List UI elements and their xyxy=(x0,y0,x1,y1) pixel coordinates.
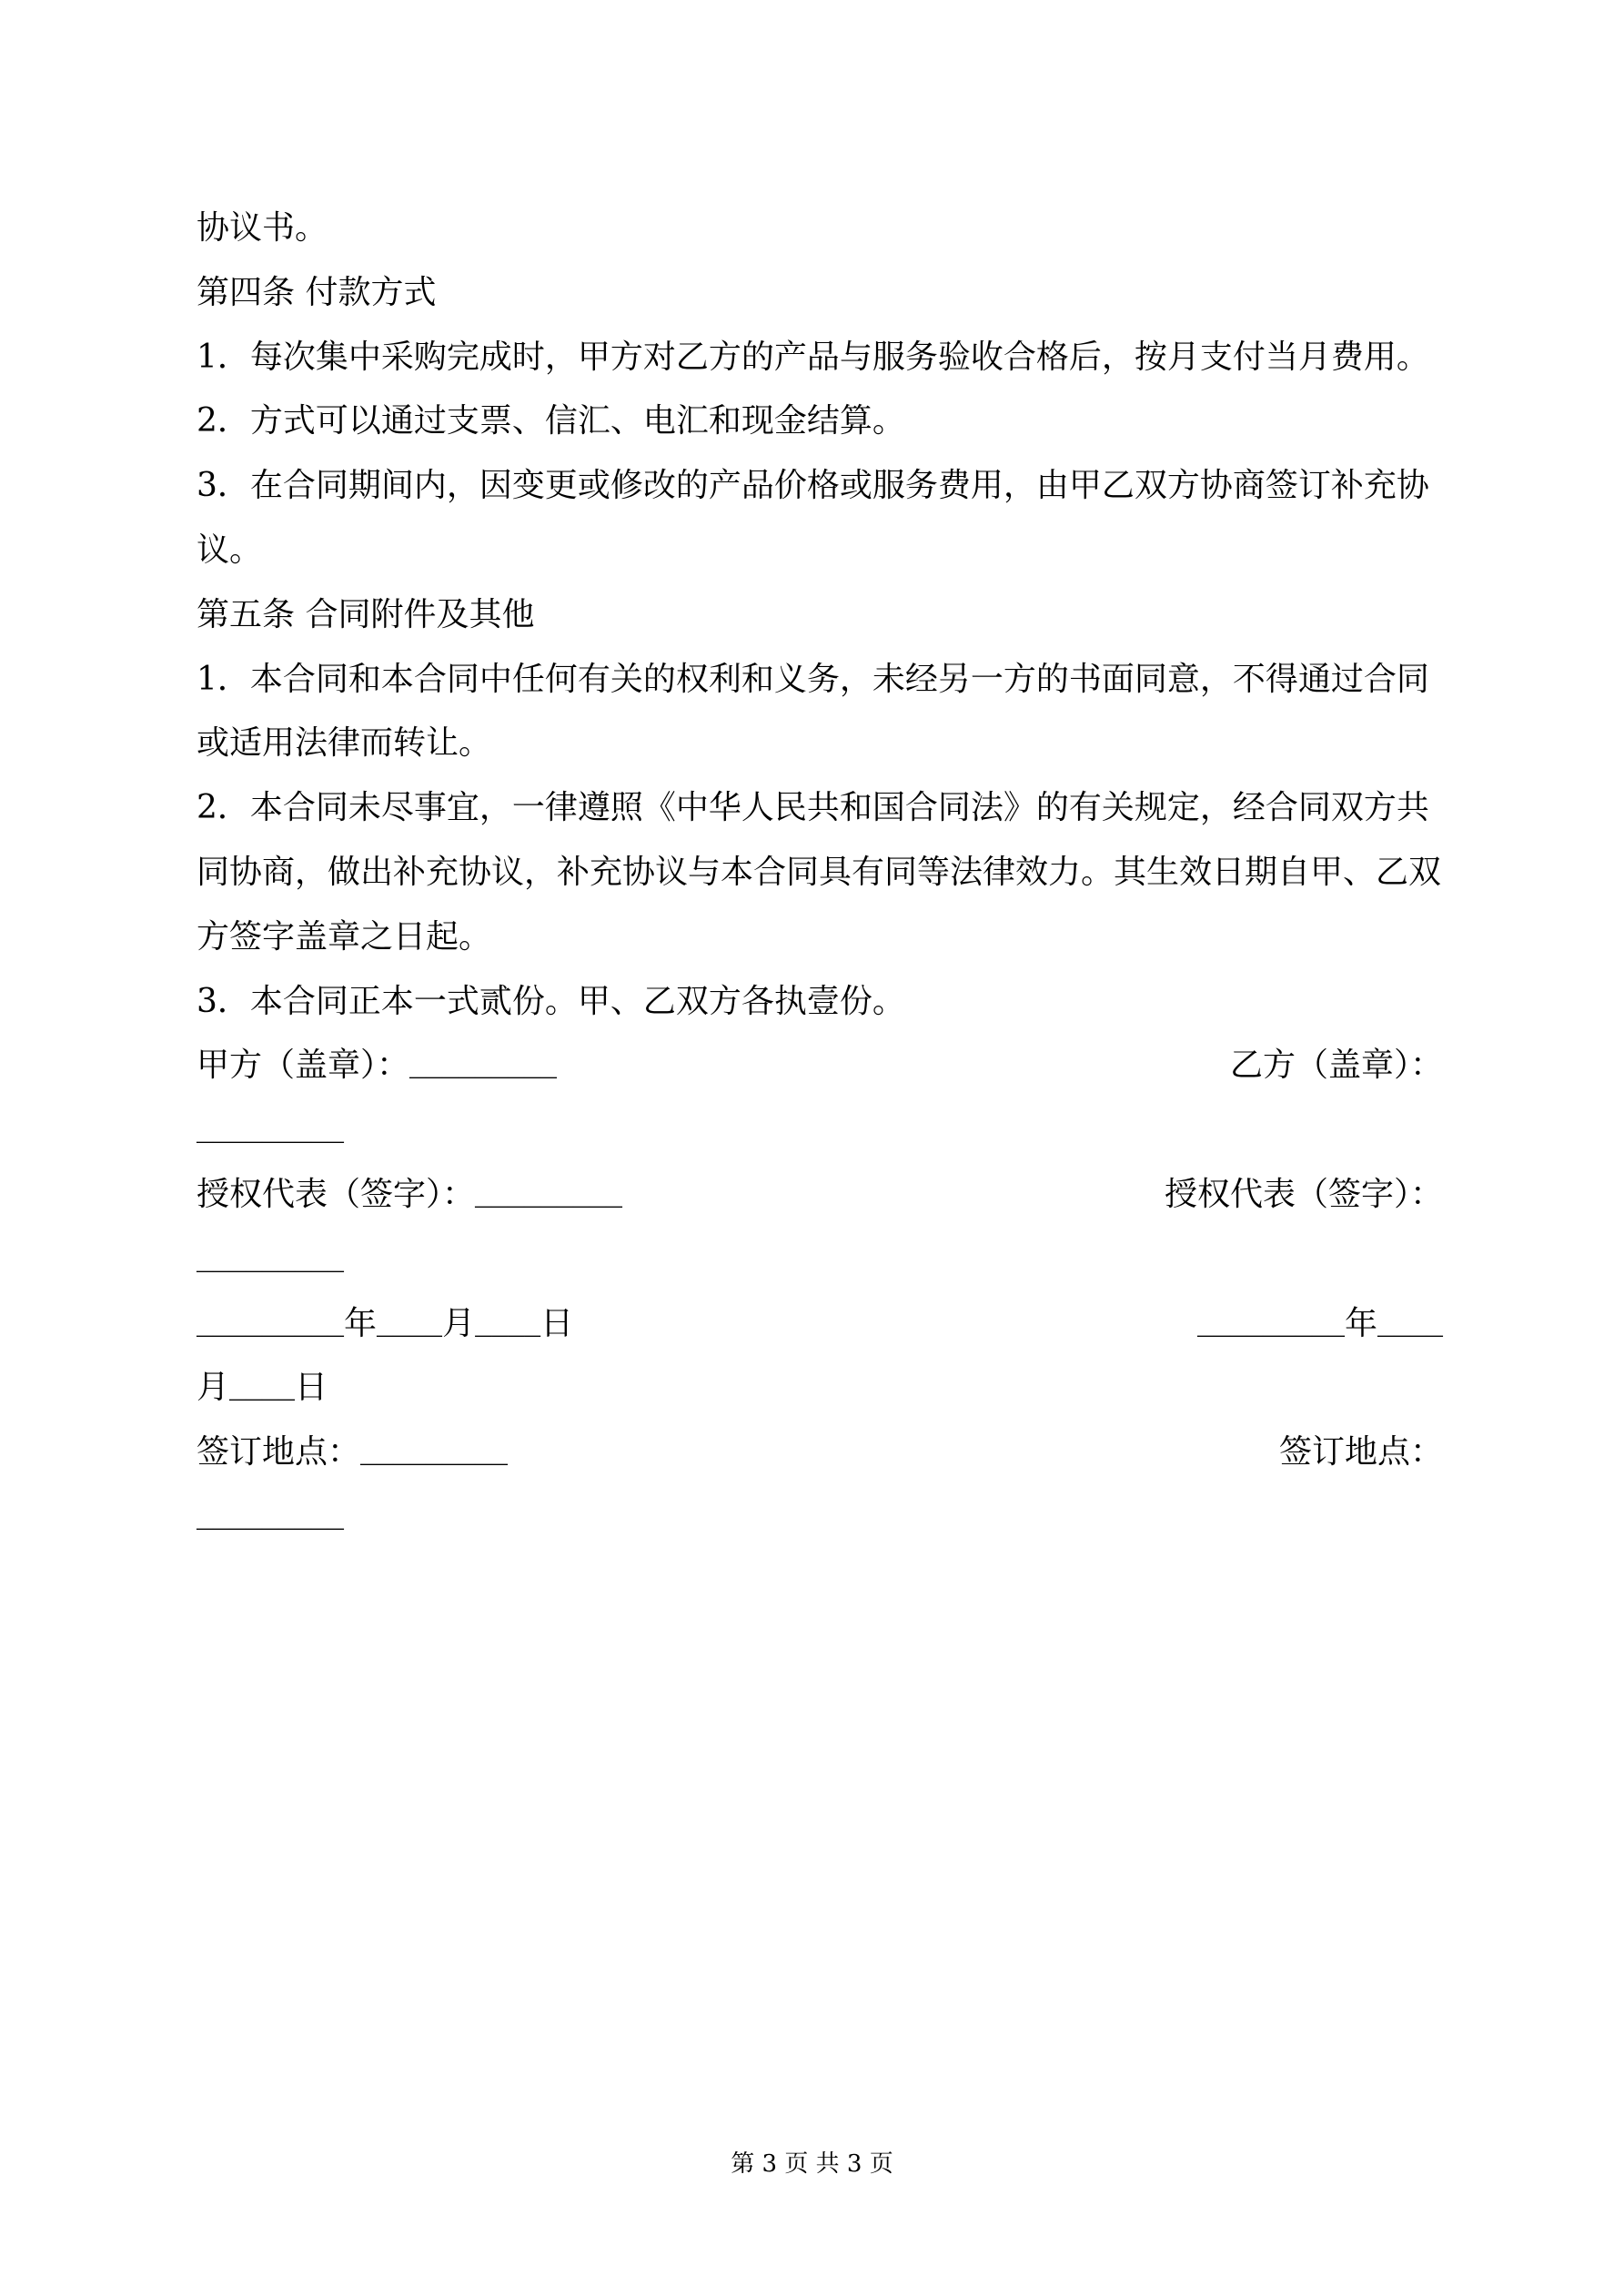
place-a-blank: _________ xyxy=(360,1441,509,1472)
body-line: 第五条 合同附件及其他 xyxy=(197,595,535,633)
rep-b-blank-row xyxy=(197,1228,1443,1292)
body-line: 议。 xyxy=(197,531,263,569)
body-line: 协议书。 xyxy=(197,209,328,247)
seal-row xyxy=(197,1034,1443,1098)
rep-a-label: 授权代表（签字）： xyxy=(197,1175,476,1213)
body-line: 1．每次集中采购完成时，甲方对乙方的产品与服务验收合格后，按月支付当月费用。 xyxy=(197,338,1429,376)
party-b-seal-blank-row xyxy=(197,1098,1443,1163)
date-a-day: 日 xyxy=(540,1304,574,1342)
date-b-month: 月 xyxy=(197,1369,230,1407)
document-page xyxy=(197,197,1443,1550)
body-line: 或适用法律而转让。 xyxy=(197,724,492,763)
date-b-day: 日 xyxy=(295,1369,328,1407)
representative-row xyxy=(197,1163,1443,1228)
body-line: 2．本合同未尽事宜，一律遵照《中华人民共和国合同法》的有关规定，经合同双方共 xyxy=(197,789,1429,827)
place-b-blank-row xyxy=(197,1485,1443,1550)
date-row xyxy=(197,1292,1443,1357)
party-a-seal-label: 甲方（盖章）： xyxy=(197,1047,410,1085)
place-a xyxy=(197,1421,508,1485)
contract-body xyxy=(197,197,1443,1034)
body-line: 3．本合同正本一式贰份。甲、乙双方各执壹份。 xyxy=(197,982,905,1020)
date-a-day-blank: ____ xyxy=(475,1311,541,1343)
body-line: 第四条 付款方式 xyxy=(197,273,437,311)
body-line: 2．方式可以通过支票、信汇、电汇和现金结算。 xyxy=(197,402,905,440)
party-b-seal-blank: _________ xyxy=(197,1118,345,1150)
date-a xyxy=(197,1292,573,1357)
rep-b-label: 授权代表（签字）： xyxy=(1164,1175,1443,1213)
party-a-seal xyxy=(197,1034,557,1098)
date-a-month: 月 xyxy=(442,1304,476,1342)
body-line: 同协商，做出补充协议，补充协议与本合同具有同等法律效力。其生效日期自甲、乙双 xyxy=(197,853,1442,891)
date-a-year-blank: _________ xyxy=(197,1311,345,1343)
party-a-seal-blank: _________ xyxy=(409,1054,558,1086)
rep-a-blank: _________ xyxy=(475,1182,623,1214)
date-b-continued xyxy=(197,1356,1443,1421)
date-b-month-blank: ____ xyxy=(1377,1311,1443,1343)
place-row xyxy=(197,1421,1443,1485)
date-a-month-blank: ____ xyxy=(377,1311,443,1343)
date-b-year-blank: _________ xyxy=(1196,1311,1345,1343)
party-b-seal-label: 乙方（盖章）： xyxy=(1229,1047,1443,1085)
rep-a xyxy=(197,1163,622,1228)
body-line: 3．在合同期间内，因变更或修改的产品价格或服务费用，由甲乙双方协商签订补充协 xyxy=(197,467,1429,505)
date-b-day-blank: ____ xyxy=(229,1376,296,1408)
place-b-blank: _________ xyxy=(197,1504,345,1536)
page-number-footer: 第 3 页 共 3 页 xyxy=(731,2150,893,2178)
body-line: 方签字盖章之日起。 xyxy=(197,917,492,956)
place-a-label: 签订地点： xyxy=(197,1433,361,1472)
body-line: 1．本合同和本合同中任何有关的权利和义务，未经另一方的书面同意，不得通过合同 xyxy=(197,660,1429,698)
rep-b-blank: _________ xyxy=(197,1247,345,1279)
date-a-year: 年 xyxy=(344,1304,378,1342)
date-b-first xyxy=(1197,1292,1443,1357)
date-b-year: 年 xyxy=(1344,1304,1377,1342)
place-b-label: 签订地点： xyxy=(1278,1433,1443,1472)
